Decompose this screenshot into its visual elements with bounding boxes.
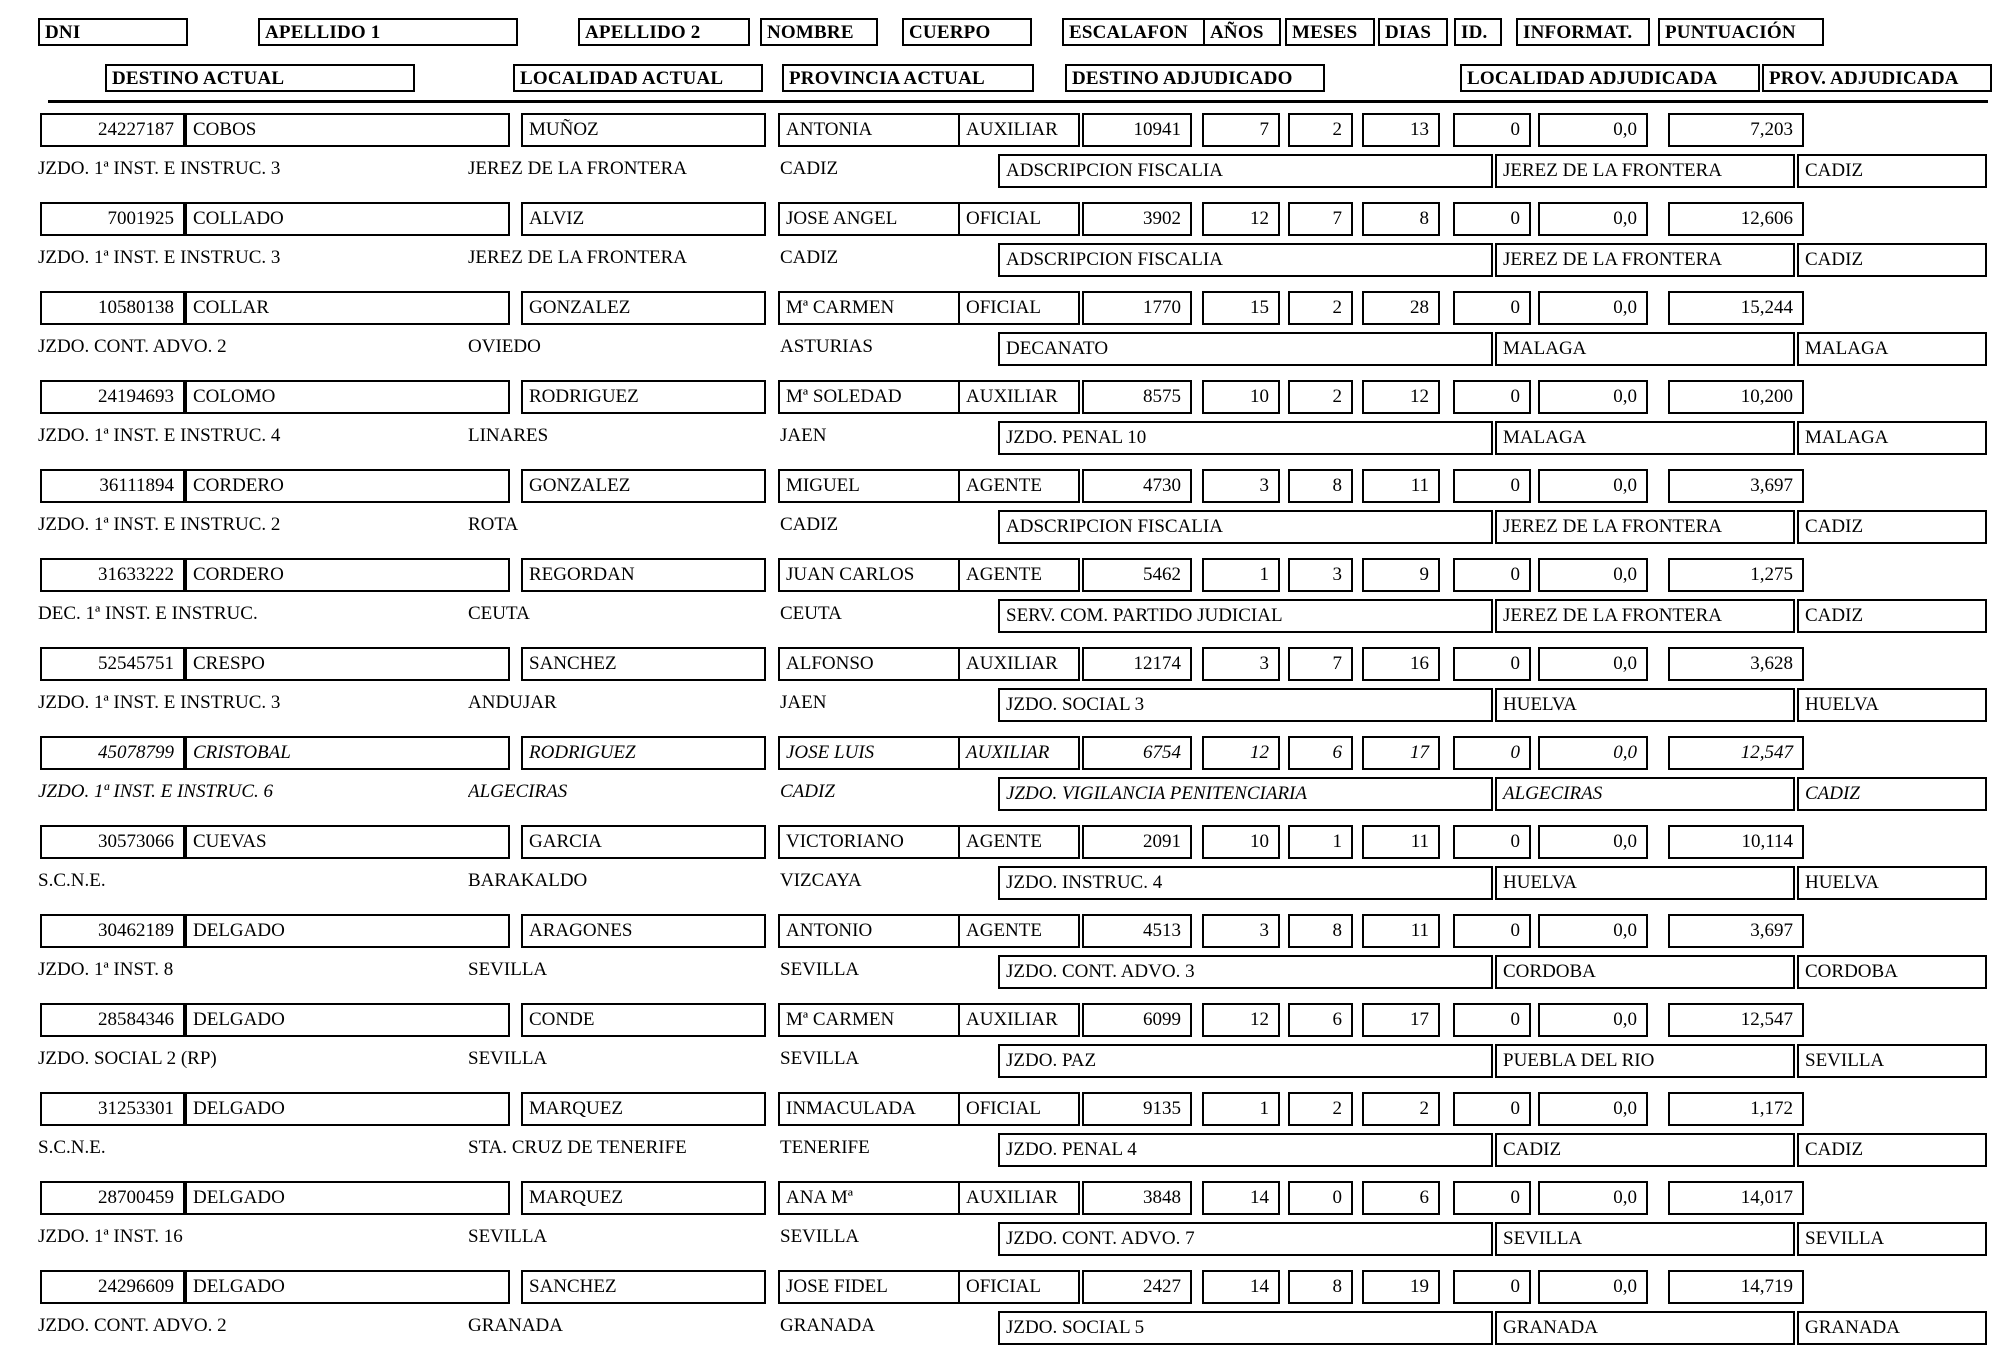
record-id: 0 — [1453, 558, 1531, 592]
record-escalafon: 4730 — [1082, 469, 1192, 503]
record-meses: 2 — [1288, 113, 1353, 147]
record-dni: 28700459 — [40, 1181, 185, 1215]
record-localidad-adjudicada: JEREZ DE LA FRONTERA — [1495, 510, 1795, 544]
record-dni: 45078799 — [40, 736, 185, 770]
record-anios: 3 — [1202, 647, 1280, 681]
record-dias: 17 — [1362, 1003, 1440, 1037]
record-dias: 9 — [1362, 558, 1440, 592]
record-cuerpo: AGENTE — [958, 558, 1080, 592]
record-localidad-actual: ROTA — [468, 514, 519, 535]
record-apellido2: SANCHEZ — [521, 647, 766, 681]
record-destino-actual: DEC. 1ª INST. E INSTRUC. — [38, 603, 258, 624]
record-destino-actual: JZDO. 1ª INST. 8 — [38, 959, 174, 980]
record-localidad-adjudicada: HUELVA — [1495, 688, 1795, 722]
record-dias: 11 — [1362, 825, 1440, 859]
record-apellido1: DELGADO — [185, 1181, 510, 1215]
record-apellido2: GARCIA — [521, 825, 766, 859]
record-provincia-actual: SEVILLA — [780, 1048, 860, 1069]
record-puntuacion: 14,719 — [1668, 1270, 1804, 1304]
record-puntuacion: 1,172 — [1668, 1092, 1804, 1126]
record-anios: 3 — [1202, 914, 1280, 948]
header-cell-row1: DIAS — [1378, 18, 1448, 46]
record-dias: 2 — [1362, 1092, 1440, 1126]
record-destino-actual: JZDO. CONT. ADVO. 2 — [38, 336, 227, 357]
record-localidad-actual: CEUTA — [468, 603, 530, 624]
record-dias: 6 — [1362, 1181, 1440, 1215]
record-apellido2: GONZALEZ — [521, 291, 766, 325]
record-cuerpo: AGENTE — [958, 914, 1080, 948]
record-id: 0 — [1453, 469, 1531, 503]
record-provincia-actual: JAEN — [780, 692, 827, 713]
record-informat: 0,0 — [1538, 1092, 1648, 1126]
record-dias: 19 — [1362, 1270, 1440, 1304]
record-apellido2: REGORDAN — [521, 558, 766, 592]
record-id: 0 — [1453, 380, 1531, 414]
record-puntuacion: 7,203 — [1668, 113, 1804, 147]
record-dni: 24194693 — [40, 380, 185, 414]
record-nombre: MIGUEL — [778, 469, 970, 503]
record-dni: 28584346 — [40, 1003, 185, 1037]
record-escalafon: 3902 — [1082, 202, 1192, 236]
record-destino-actual: JZDO. SOCIAL 2 (RP) — [38, 1048, 217, 1069]
record-cuerpo: AUXILIAR — [958, 380, 1080, 414]
record-dni: 30573066 — [40, 825, 185, 859]
record-cuerpo: AGENTE — [958, 825, 1080, 859]
record-escalafon: 1770 — [1082, 291, 1192, 325]
table-row[interactable] — [0, 1000, 2000, 1089]
record-destino-actual: JZDO. 1ª INST. E INSTRUC. 3 — [38, 158, 281, 179]
record-anios: 14 — [1202, 1181, 1280, 1215]
record-nombre: JOSE LUIS — [778, 736, 970, 770]
record-localidad-adjudicada: MALAGA — [1495, 421, 1795, 455]
header-cell-row1: NOMBRE — [760, 18, 878, 46]
record-escalafon: 6099 — [1082, 1003, 1192, 1037]
record-informat: 0,0 — [1538, 914, 1648, 948]
record-meses: 2 — [1288, 291, 1353, 325]
record-localidad-adjudicada: PUEBLA DEL RIO — [1495, 1044, 1795, 1078]
record-puntuacion: 3,628 — [1668, 647, 1804, 681]
record-meses: 7 — [1288, 647, 1353, 681]
record-dni: 52545751 — [40, 647, 185, 681]
record-puntuacion: 3,697 — [1668, 469, 1804, 503]
record-localidad-adjudicada: HUELVA — [1495, 866, 1795, 900]
table-row[interactable] — [0, 1267, 2000, 1356]
record-localidad-actual: JEREZ DE LA FRONTERA — [468, 158, 688, 179]
record-puntuacion: 1,275 — [1668, 558, 1804, 592]
record-anios: 10 — [1202, 825, 1280, 859]
record-meses: 1 — [1288, 825, 1353, 859]
record-cuerpo: AUXILIAR — [958, 736, 1080, 770]
record-escalafon: 9135 — [1082, 1092, 1192, 1126]
record-apellido1: CUEVAS — [185, 825, 510, 859]
record-cuerpo: OFICIAL — [958, 1270, 1080, 1304]
record-prov-adjudicada: SEVILLA — [1797, 1044, 1987, 1078]
record-escalafon: 2091 — [1082, 825, 1192, 859]
record-id: 0 — [1453, 736, 1531, 770]
header-cell-row1: ESCALAFON — [1062, 18, 1207, 46]
record-meses: 2 — [1288, 380, 1353, 414]
header-cell-row2: LOCALIDAD ACTUAL — [513, 64, 763, 92]
record-dias: 8 — [1362, 202, 1440, 236]
record-localidad-adjudicada: JEREZ DE LA FRONTERA — [1495, 599, 1795, 633]
record-apellido2: RODRIGUEZ — [521, 736, 766, 770]
record-informat: 0,0 — [1538, 202, 1648, 236]
record-apellido1: DELGADO — [185, 1270, 510, 1304]
table-row[interactable] — [0, 644, 2000, 733]
record-id: 0 — [1453, 202, 1531, 236]
record-provincia-actual: JAEN — [780, 425, 827, 446]
record-puntuacion: 10,200 — [1668, 380, 1804, 414]
record-provincia-actual: TENERIFE — [780, 1137, 870, 1158]
record-meses: 6 — [1288, 1003, 1353, 1037]
record-informat: 0,0 — [1538, 380, 1648, 414]
record-provincia-actual: CEUTA — [780, 603, 842, 624]
record-destino-adjudicado: JZDO. SOCIAL 5 — [998, 1311, 1493, 1345]
record-cuerpo: AUXILIAR — [958, 1181, 1080, 1215]
record-escalafon: 4513 — [1082, 914, 1192, 948]
record-prov-adjudicada: CADIZ — [1797, 154, 1987, 188]
record-dni: 24227187 — [40, 113, 185, 147]
header-cell-row2: PROV. ADJUDICADA — [1762, 64, 1992, 92]
header-cell-row1: APELLIDO 2 — [578, 18, 750, 46]
record-provincia-actual: CADIZ — [780, 158, 839, 179]
record-prov-adjudicada: CADIZ — [1797, 1133, 1987, 1167]
record-prov-adjudicada: CADIZ — [1797, 243, 1987, 277]
record-cuerpo: AUXILIAR — [958, 647, 1080, 681]
record-prov-adjudicada: MALAGA — [1797, 332, 1987, 366]
record-nombre: ALFONSO — [778, 647, 970, 681]
record-cuerpo: OFICIAL — [958, 202, 1080, 236]
record-dni: 24296609 — [40, 1270, 185, 1304]
record-nombre: JUAN CARLOS — [778, 558, 970, 592]
table-row[interactable] — [0, 377, 2000, 466]
record-meses: 8 — [1288, 914, 1353, 948]
table-row[interactable] — [0, 199, 2000, 288]
record-apellido1: COLLADO — [185, 202, 510, 236]
record-provincia-actual: CADIZ — [780, 781, 835, 802]
record-puntuacion: 12,606 — [1668, 202, 1804, 236]
table-row[interactable] — [0, 1178, 2000, 1267]
record-anios: 10 — [1202, 380, 1280, 414]
record-prov-adjudicada: CORDOBA — [1797, 955, 1987, 989]
record-prov-adjudicada: CADIZ — [1797, 777, 1987, 811]
record-prov-adjudicada: MALAGA — [1797, 421, 1987, 455]
record-informat: 0,0 — [1538, 647, 1648, 681]
record-nombre: ANTONIA — [778, 113, 970, 147]
record-localidad-actual: ALGECIRAS — [468, 781, 568, 802]
record-destino-adjudicado: JZDO. VIGILANCIA PENITENCIARIA — [998, 777, 1493, 811]
record-apellido1: CRESPO — [185, 647, 510, 681]
record-escalafon: 3848 — [1082, 1181, 1192, 1215]
record-anios: 7 — [1202, 113, 1280, 147]
record-nombre: Mª CARMEN — [778, 1003, 970, 1037]
header-cell-row1: AÑOS — [1203, 18, 1281, 46]
record-provincia-actual: CADIZ — [780, 514, 839, 535]
record-localidad-actual: JEREZ DE LA FRONTERA — [468, 247, 688, 268]
record-localidad-actual: OVIEDO — [468, 336, 541, 357]
record-apellido2: MARQUEZ — [521, 1092, 766, 1126]
header-divider-rule — [48, 100, 1988, 103]
record-informat: 0,0 — [1538, 825, 1648, 859]
record-cuerpo: OFICIAL — [958, 291, 1080, 325]
record-puntuacion: 12,547 — [1668, 1003, 1804, 1037]
record-anios: 15 — [1202, 291, 1280, 325]
header-cell-row1: MESES — [1285, 18, 1375, 46]
record-destino-adjudicado: JZDO. PENAL 4 — [998, 1133, 1493, 1167]
record-localidad-actual: STA. CRUZ DE TENERIFE — [468, 1137, 687, 1158]
record-destino-adjudicado: JZDO. INSTRUC. 4 — [998, 866, 1493, 900]
record-destino-adjudicado: ADSCRIPCION FISCALIA — [998, 243, 1493, 277]
record-informat: 0,0 — [1538, 469, 1648, 503]
table-row[interactable] — [0, 466, 2000, 555]
record-dias: 11 — [1362, 469, 1440, 503]
record-puntuacion: 14,017 — [1668, 1181, 1804, 1215]
record-apellido2: RODRIGUEZ — [521, 380, 766, 414]
record-destino-adjudicado: SERV. COM. PARTIDO JUDICIAL — [998, 599, 1493, 633]
record-puntuacion: 10,114 — [1668, 825, 1804, 859]
record-apellido2: CONDE — [521, 1003, 766, 1037]
records-list — [0, 110, 2000, 1356]
record-id: 0 — [1453, 825, 1531, 859]
record-destino-adjudicado: ADSCRIPCION FISCALIA — [998, 510, 1493, 544]
record-id: 0 — [1453, 113, 1531, 147]
record-meses: 2 — [1288, 1092, 1353, 1126]
record-id: 0 — [1453, 1092, 1531, 1126]
record-apellido1: DELGADO — [185, 1003, 510, 1037]
record-destino-actual: JZDO. 1ª INST. E INSTRUC. 2 — [38, 514, 281, 535]
record-puntuacion: 12,547 — [1668, 736, 1804, 770]
record-prov-adjudicada: HUELVA — [1797, 866, 1987, 900]
record-meses: 3 — [1288, 558, 1353, 592]
record-localidad-adjudicada: ALGECIRAS — [1495, 777, 1795, 811]
record-nombre: ANA Mª — [778, 1181, 970, 1215]
record-destino-adjudicado: JZDO. PENAL 10 — [998, 421, 1493, 455]
header-cell-row1: CUERPO — [902, 18, 1032, 46]
record-destino-actual: S.C.N.E. — [38, 870, 106, 891]
record-destino-adjudicado: DECANATO — [998, 332, 1493, 366]
record-apellido1: COLOMO — [185, 380, 510, 414]
record-cuerpo: OFICIAL — [958, 1092, 1080, 1126]
record-nombre: ANTONIO — [778, 914, 970, 948]
record-nombre: INMACULADA — [778, 1092, 970, 1126]
table-row[interactable] — [0, 1089, 2000, 1178]
header-cell-row1: ID. — [1454, 18, 1502, 46]
record-apellido2: ALVIZ — [521, 202, 766, 236]
record-apellido2: SANCHEZ — [521, 1270, 766, 1304]
record-dias: 11 — [1362, 914, 1440, 948]
table-row[interactable] — [0, 911, 2000, 1000]
record-apellido2: GONZALEZ — [521, 469, 766, 503]
record-informat: 0,0 — [1538, 1181, 1648, 1215]
table-row[interactable] — [0, 822, 2000, 911]
record-destino-actual: JZDO. 1ª INST. E INSTRUC. 3 — [38, 247, 281, 268]
record-provincia-actual: VIZCAYA — [780, 870, 862, 891]
record-localidad-adjudicada: JEREZ DE LA FRONTERA — [1495, 243, 1795, 277]
record-provincia-actual: SEVILLA — [780, 1226, 860, 1247]
table-row[interactable] — [0, 733, 2000, 822]
record-localidad-adjudicada: GRANADA — [1495, 1311, 1795, 1345]
record-localidad-adjudicada: CADIZ — [1495, 1133, 1795, 1167]
record-meses: 6 — [1288, 736, 1353, 770]
record-dias: 28 — [1362, 291, 1440, 325]
record-anios: 12 — [1202, 736, 1280, 770]
record-apellido1: DELGADO — [185, 914, 510, 948]
record-anios: 1 — [1202, 1092, 1280, 1126]
record-localidad-actual: BARAKALDO — [468, 870, 588, 891]
record-dias: 17 — [1362, 736, 1440, 770]
record-dni: 31633222 — [40, 558, 185, 592]
record-cuerpo: AUXILIAR — [958, 1003, 1080, 1037]
record-anios: 12 — [1202, 1003, 1280, 1037]
record-meses: 8 — [1288, 1270, 1353, 1304]
record-prov-adjudicada: GRANADA — [1797, 1311, 1987, 1345]
record-cuerpo: AUXILIAR — [958, 113, 1080, 147]
record-prov-adjudicada: SEVILLA — [1797, 1222, 1987, 1256]
record-localidad-adjudicada: SEVILLA — [1495, 1222, 1795, 1256]
record-dni: 36111894 — [40, 469, 185, 503]
record-meses: 7 — [1288, 202, 1353, 236]
record-localidad-actual: SEVILLA — [468, 1048, 548, 1069]
record-id: 0 — [1453, 1181, 1531, 1215]
record-localidad-actual: ANDUJAR — [468, 692, 557, 713]
record-cuerpo: AGENTE — [958, 469, 1080, 503]
table-row[interactable] — [0, 288, 2000, 377]
record-localidad-actual: GRANADA — [468, 1315, 563, 1336]
record-provincia-actual: ASTURIAS — [780, 336, 873, 357]
record-destino-adjudicado: JZDO. SOCIAL 3 — [998, 688, 1493, 722]
record-dias: 16 — [1362, 647, 1440, 681]
record-nombre: JOSE ANGEL — [778, 202, 970, 236]
record-id: 0 — [1453, 1270, 1531, 1304]
record-apellido1: CORDERO — [185, 558, 510, 592]
table-header — [0, 0, 2000, 89]
record-provincia-actual: GRANADA — [780, 1315, 875, 1336]
record-escalafon: 5462 — [1082, 558, 1192, 592]
record-informat: 0,0 — [1538, 558, 1648, 592]
record-nombre: Mª SOLEDAD — [778, 380, 970, 414]
header-cell-row2: DESTINO ADJUDICADO — [1065, 64, 1325, 92]
record-apellido2: MUÑOZ — [521, 113, 766, 147]
record-dni: 30462189 — [40, 914, 185, 948]
record-prov-adjudicada: CADIZ — [1797, 599, 1987, 633]
record-destino-actual: S.C.N.E. — [38, 1137, 106, 1158]
record-localidad-actual: LINARES — [468, 425, 549, 446]
record-localidad-adjudicada: MALAGA — [1495, 332, 1795, 366]
record-destino-actual: JZDO. 1ª INST. E INSTRUC. 6 — [38, 781, 274, 802]
header-cell-row1: INFORMAT. — [1516, 18, 1650, 46]
record-escalafon: 8575 — [1082, 380, 1192, 414]
record-informat: 0,0 — [1538, 1270, 1648, 1304]
record-id: 0 — [1453, 914, 1531, 948]
record-destino-actual: JZDO. CONT. ADVO. 2 — [38, 1315, 227, 1336]
record-destino-actual: JZDO. 1ª INST. E INSTRUC. 3 — [38, 692, 281, 713]
record-id: 0 — [1453, 291, 1531, 325]
record-informat: 0,0 — [1538, 113, 1648, 147]
record-apellido2: MARQUEZ — [521, 1181, 766, 1215]
header-cell-row2: DESTINO ACTUAL — [105, 64, 415, 92]
record-dni: 7001925 — [40, 202, 185, 236]
record-apellido1: COLLAR — [185, 291, 510, 325]
record-nombre: VICTORIANO — [778, 825, 970, 859]
record-escalafon: 10941 — [1082, 113, 1192, 147]
record-informat: 0,0 — [1538, 736, 1648, 770]
record-nombre: JOSE FIDEL — [778, 1270, 970, 1304]
record-dni: 10580138 — [40, 291, 185, 325]
record-dias: 13 — [1362, 113, 1440, 147]
record-informat: 0,0 — [1538, 291, 1648, 325]
record-anios: 12 — [1202, 202, 1280, 236]
record-destino-actual: JZDO. 1ª INST. 16 — [38, 1226, 183, 1247]
record-apellido1: CORDERO — [185, 469, 510, 503]
record-destino-adjudicado: JZDO. CONT. ADVO. 7 — [998, 1222, 1493, 1256]
header-cell-row1: APELLIDO 1 — [258, 18, 518, 46]
table-row[interactable] — [0, 110, 2000, 199]
record-anios: 3 — [1202, 469, 1280, 503]
record-destino-adjudicado: JZDO. CONT. ADVO. 3 — [998, 955, 1493, 989]
record-localidad-adjudicada: CORDOBA — [1495, 955, 1795, 989]
record-prov-adjudicada: CADIZ — [1797, 510, 1987, 544]
record-informat: 0,0 — [1538, 1003, 1648, 1037]
record-puntuacion: 3,697 — [1668, 914, 1804, 948]
header-cell-row2: LOCALIDAD ADJUDICADA — [1460, 64, 1760, 92]
record-dias: 12 — [1362, 380, 1440, 414]
header-cell-row1: DNI — [38, 18, 188, 46]
table-row[interactable] — [0, 555, 2000, 644]
record-destino-adjudicado: JZDO. PAZ — [998, 1044, 1493, 1078]
record-nombre: Mª CARMEN — [778, 291, 970, 325]
record-apellido2: ARAGONES — [521, 914, 766, 948]
record-prov-adjudicada: HUELVA — [1797, 688, 1987, 722]
record-localidad-actual: SEVILLA — [468, 1226, 548, 1247]
record-id: 0 — [1453, 1003, 1531, 1037]
record-apellido1: CRISTOBAL — [185, 736, 510, 770]
record-puntuacion: 15,244 — [1668, 291, 1804, 325]
record-anios: 14 — [1202, 1270, 1280, 1304]
record-provincia-actual: CADIZ — [780, 247, 839, 268]
header-cell-row1: PUNTUACIÓN — [1658, 18, 1824, 46]
record-escalafon: 6754 — [1082, 736, 1192, 770]
header-cell-row2: PROVINCIA ACTUAL — [782, 64, 1034, 92]
record-apellido1: DELGADO — [185, 1092, 510, 1126]
record-meses: 8 — [1288, 469, 1353, 503]
record-destino-adjudicado: ADSCRIPCION FISCALIA — [998, 154, 1493, 188]
record-id: 0 — [1453, 647, 1531, 681]
record-provincia-actual: SEVILLA — [780, 959, 860, 980]
record-anios: 1 — [1202, 558, 1280, 592]
record-localidad-actual: SEVILLA — [468, 959, 548, 980]
record-destino-actual: JZDO. 1ª INST. E INSTRUC. 4 — [38, 425, 281, 446]
record-localidad-adjudicada: JEREZ DE LA FRONTERA — [1495, 154, 1795, 188]
record-escalafon: 12174 — [1082, 647, 1192, 681]
record-apellido1: COBOS — [185, 113, 510, 147]
record-dni: 31253301 — [40, 1092, 185, 1126]
record-meses: 0 — [1288, 1181, 1353, 1215]
record-escalafon: 2427 — [1082, 1270, 1192, 1304]
